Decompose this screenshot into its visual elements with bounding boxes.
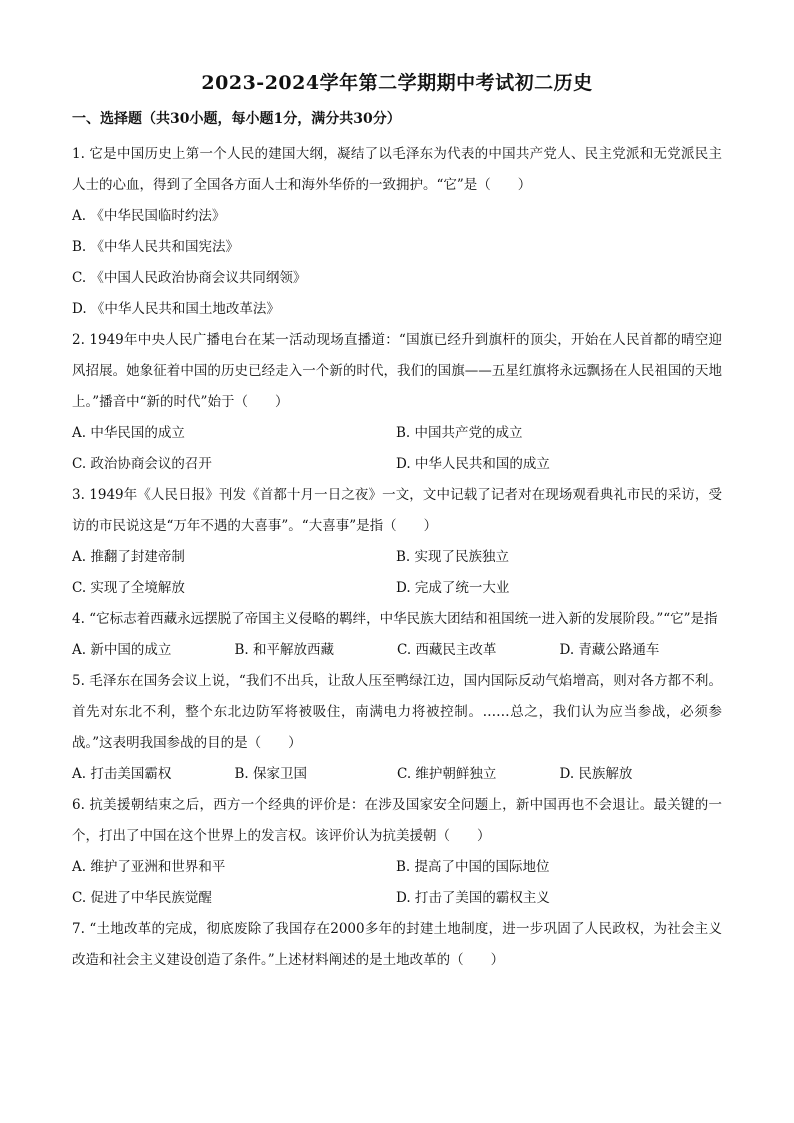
option-d: D. 完成了统一大业 <box>396 580 510 596</box>
option-a: A. 推翻了封建帝制 <box>72 549 185 565</box>
option-c: C. 《中国人民政治协商会议共同纲领》 <box>72 270 307 286</box>
question-stem: 1. 它是中国历史上第一个人民的建国大纲，凝结了以毛泽东为代表的中国共产党人、民主党派和无党派民主人士的心血，得到了全国各方面人士和海外华侨的一致拥护。“它”是（ ） <box>72 146 722 193</box>
option-c: C. 西藏民主改革 <box>397 642 497 658</box>
question-stem: 3. 1949年《人民日报》刊发《首都十月一日之夜》一文，文中记载了记者对在现场观看典礼市民的采访，受访的市民说这是“万年不遇的大喜事”。“大喜事”是指（ ） <box>72 487 722 534</box>
option-d: D. 打击了美国的霸权主义 <box>396 890 550 906</box>
option-row <box>72 573 722 604</box>
question-stem: 6. 抗美援朝结束之后，西方一个经典的评价是：在涉及国家安全问题上，新中国再也不会退让。最关键的一个，打出了中国在这个世界上的发言权。该评价认为抗美援朝（ ） <box>72 797 722 844</box>
option-b: B. 实现了民族独立 <box>396 549 510 565</box>
question-list <box>72 139 722 976</box>
option-row <box>72 883 722 914</box>
question-stem: 7. “土地改革的完成，彻底废除了我国存在2000多年的封建土地制度，进一步巩固了人民政权，为社会主义改造和社会主义建设创造了条件。”上述材料阐述的是土地改革的（ ） <box>72 921 722 968</box>
option-row <box>72 635 722 666</box>
option-d: D. 《中华人民共和国土地改革法》 <box>72 301 280 317</box>
question-stem: 5. 毛泽东在国务会议上说，“我们不出兵，让敌人压至鸭绿江边，国内国际反动气焰增高，则对各方都不利。首先对东北不利，整个东北边防军将被吸住，南满电力将被控制。……总之，我们认为应当参战，必须参战。”这表明我国参战的目的是（ ） <box>72 673 722 751</box>
question-6 <box>72 790 722 914</box>
option-a: A. 打击美国霸权 <box>72 766 172 782</box>
option-b: B. 提高了中国的国际地位 <box>396 859 550 875</box>
option-a: A. 《中华民国临时约法》 <box>72 208 226 224</box>
option-b: B. 和平解放西藏 <box>234 642 335 658</box>
question-4 <box>72 604 722 666</box>
question-stem: 2. 1949年中央人民广播电台在某一活动现场直播道：“国旗已经升到旗杆的顶尖，开始在人民首都的晴空迎风招展。她象征着中国的历史已经走入一个新的时代，我们的国旗——五星红旗将永远飘扬在人民祖国的天地上。”播音中“新的时代”始于（ ） <box>72 332 722 410</box>
question-1 <box>72 139 722 325</box>
option-c: C. 政治协商会议的召开 <box>72 456 212 472</box>
option-a: A. 维护了亚洲和世界和平 <box>72 859 226 875</box>
option-row <box>72 449 722 480</box>
option-d: D. 青藏公路通车 <box>559 642 660 658</box>
question-stem: 4. “它标志着西藏永远摆脱了帝国主义侵略的羁绊，中华民族大团结和祖国统一进入新的发展阶段。”“它”是指 <box>72 611 718 627</box>
question-2 <box>72 325 722 480</box>
option-b: B. 保家卫国 <box>234 766 308 782</box>
section-heading: 一、选择题（共30小题，每小题1分，满分共30分） <box>72 111 401 127</box>
option-d: D. 民族解放 <box>559 766 633 782</box>
option-row <box>72 542 722 573</box>
question-7 <box>72 914 722 976</box>
option-c: C. 实现了全境解放 <box>72 580 185 596</box>
option-c: C. 促进了中华民族觉醒 <box>72 890 212 906</box>
option-b: B. 《中华人民共和国宪法》 <box>72 239 240 255</box>
question-5 <box>72 666 722 790</box>
question-3 <box>72 480 722 604</box>
option-d: D. 中华人民共和国的成立 <box>396 456 550 472</box>
option-b: B. 中国共产党的成立 <box>396 425 523 441</box>
option-a: A. 新中国的成立 <box>72 642 172 658</box>
option-a: A. 中华民国的成立 <box>72 425 185 441</box>
option-row <box>72 852 722 883</box>
page-title: 2023-2024学年第二学期期中考试初二历史 <box>201 72 593 94</box>
option-row <box>72 418 722 449</box>
option-c: C. 维护朝鲜独立 <box>397 766 497 782</box>
option-row <box>72 759 722 790</box>
